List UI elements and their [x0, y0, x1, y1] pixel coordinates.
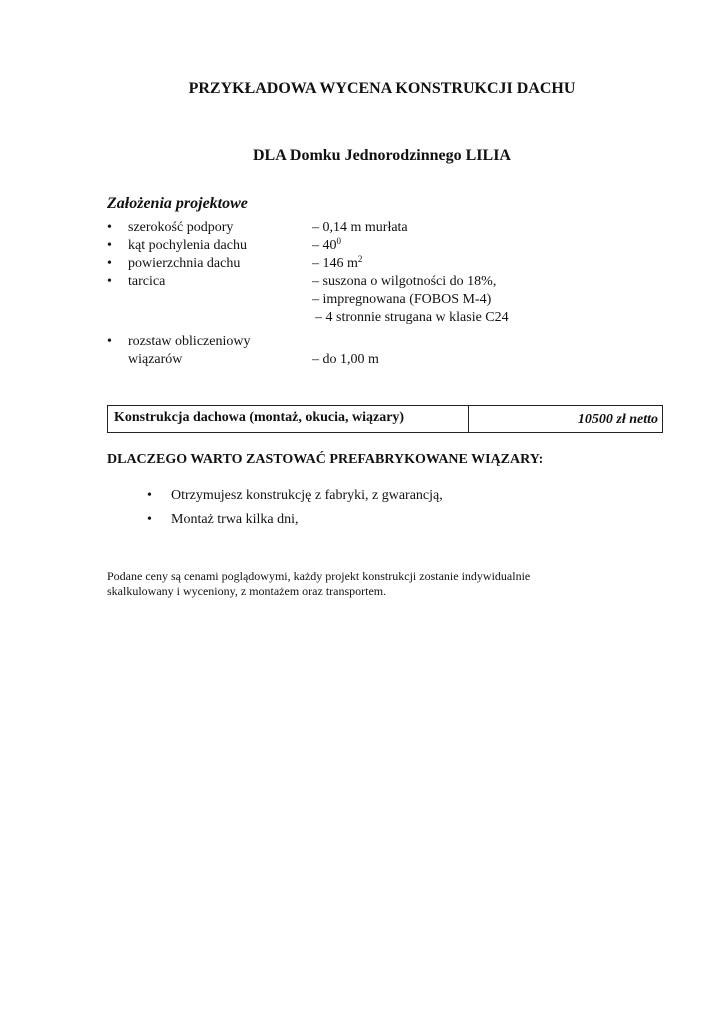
- assumption-value-text: – 40: [312, 238, 337, 253]
- note-line: Podane ceny są cenami poglądowymi, każdy projekt konstrukcji zostanie indywidualnie: [107, 569, 531, 583]
- bullet-icon: •: [107, 238, 112, 253]
- assumption-value: – 4 stronnie strugana w klasie C24: [315, 310, 509, 325]
- assumption-truss-spacing-cont: [107, 351, 607, 369]
- square-superscript: 2: [357, 254, 363, 264]
- bullet-icon: •: [147, 488, 152, 503]
- assumption-roof-pitch: [107, 237, 607, 255]
- assumptions-heading: Założenia projektowe: [107, 195, 248, 212]
- assumption-value: – suszona o wilgotności do 18%,: [312, 274, 497, 289]
- assumption-label: wiązarów: [128, 352, 183, 367]
- note-line: skalkulowany i wyceniony, z montażem oraz transportem.: [107, 584, 387, 598]
- bullet-icon: •: [107, 220, 112, 235]
- assumption-label: tarcica: [128, 274, 166, 289]
- assumption-truss-spacing: [107, 333, 607, 351]
- assumption-label: kąt pochylenia dachu: [128, 238, 247, 253]
- assumption-label: powierzchnia dachu: [128, 256, 241, 271]
- list-item: [147, 484, 443, 508]
- assumption-timber-cont: [107, 309, 607, 327]
- assumption-timber: [107, 273, 607, 291]
- assumption-label: szerokość podpory: [128, 220, 234, 235]
- assumptions-list: [107, 219, 607, 369]
- assumption-value: – 0,14 m murłata: [312, 220, 408, 235]
- assumption-value: [312, 255, 362, 273]
- bullet-icon: •: [147, 512, 152, 527]
- bullet-icon: •: [107, 256, 112, 271]
- assumption-value-text: – 146 m: [312, 256, 358, 271]
- degree-superscript: 0: [336, 236, 341, 246]
- why-list: [147, 484, 443, 532]
- list-item-text: Montaż trwa kilka dni,: [171, 512, 299, 527]
- price-label: Konstrukcja dachowa (montaż, okucia, wiązary): [108, 406, 469, 432]
- assumption-support-width: [107, 219, 607, 237]
- assumption-value: – impregnowana (FOBOS M-4): [312, 292, 492, 307]
- assumption-timber-cont: [107, 291, 607, 309]
- bullet-icon: •: [107, 274, 112, 289]
- list-item-text: Otrzymujesz konstrukcję z fabryki, z gwarancją,: [171, 488, 443, 503]
- assumption-value: [312, 237, 341, 255]
- price-table: [107, 405, 663, 433]
- price-amount: 10500 zł netto: [577, 412, 658, 427]
- assumption-roof-area: [107, 255, 607, 273]
- document-subtitle: DLA Domku Jednorodzinnego LILIA: [253, 147, 511, 164]
- disclaimer-note: [107, 569, 667, 599]
- bullet-icon: •: [107, 334, 112, 349]
- assumption-label: rozstaw obliczeniowy: [128, 334, 251, 349]
- document-title: PRZYKŁADOWA WYCENA KONSTRUKCJI DACHU: [188, 80, 576, 97]
- list-item: [147, 508, 443, 532]
- why-heading: DLACZEGO WARTO ZASTOWAĆ PREFABRYKOWANE WIĄZARY:: [107, 452, 544, 467]
- assumption-value: – do 1,00 m: [312, 352, 379, 367]
